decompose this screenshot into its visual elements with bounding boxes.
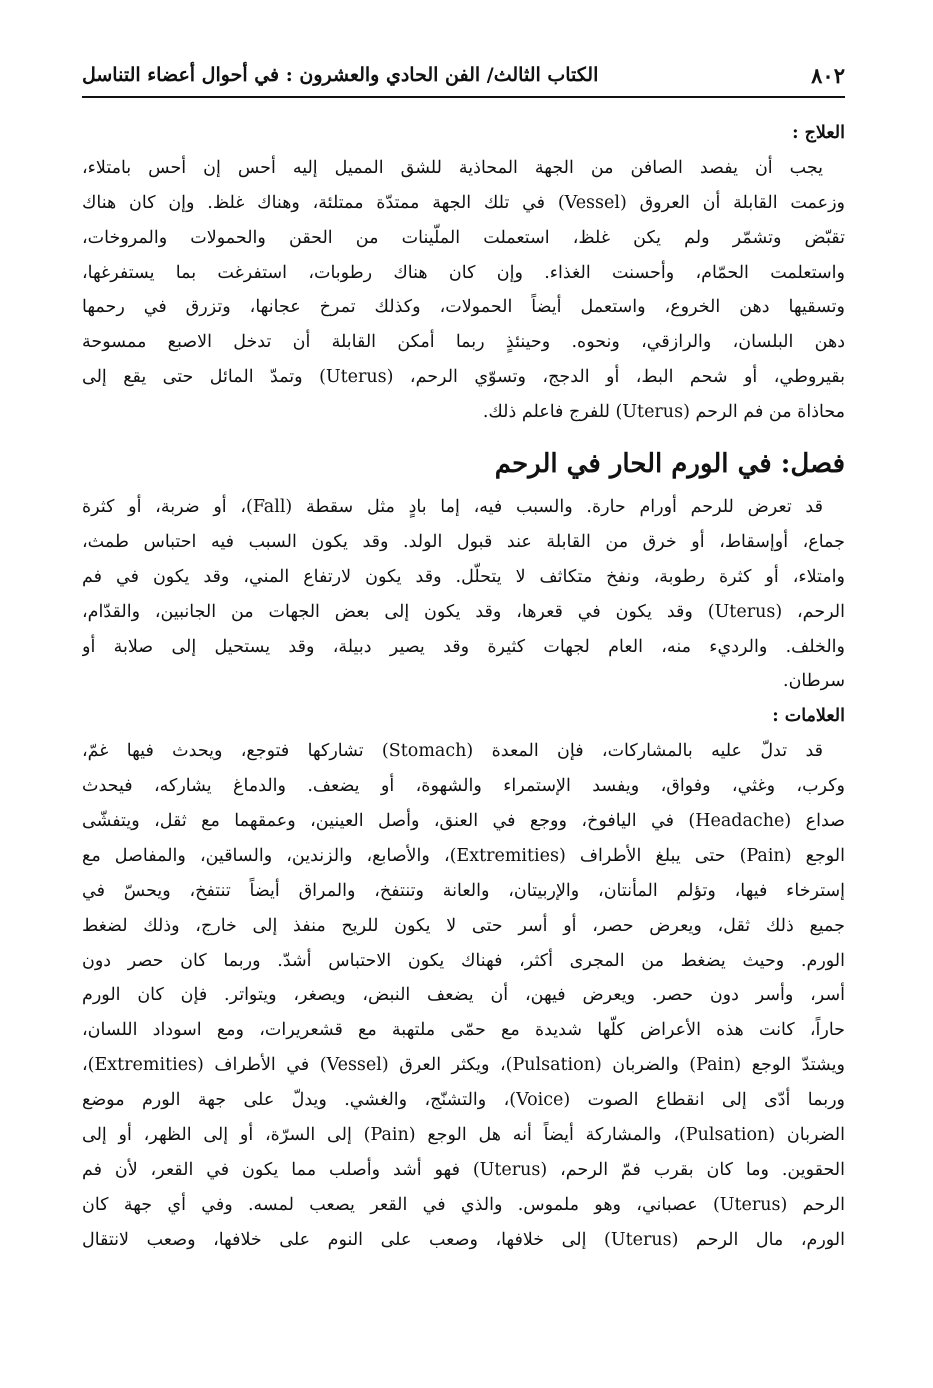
- page-number: ٨٠٢: [811, 62, 845, 88]
- text-line: الوجع (Pain) حتى يبلغ الأطراف (Extremities)، والأصابع، والزندين، والساقين، والمفاصل مع: [82, 845, 845, 866]
- text-line: الرحم (Uterus) عصباني، وهو ملموس. والذي في القعر يصعب لمسه. وفي أي جهة كان: [82, 1194, 845, 1215]
- text-line: ويشتدّ الوجع (Pain) والضربان (Pulsation)، ويكثر العرق (Vessel) في الأطراف (Extremities)،: [82, 1055, 845, 1076]
- running-header: [82, 54, 845, 98]
- text-line: وامتلاء، أو كثرة رطوبة، ونفخ متكاثف لا يتحلّل. وقد يكون لارتفاع المني، وقد يكون في فم: [82, 566, 845, 587]
- text-line: الرحم، (Uterus) وقد يكون في قعرها، وقد يكون إلى بعض الجهات من الجانبين، والقدّام،: [82, 601, 845, 622]
- text-line: حاراً، كانت هذه الأعراض كلّها شديدة مع حمّى ملتهبة مع قشعريرات، ومع اسوداد اللسان،: [82, 1020, 845, 1041]
- text-line: الورم، مال الرحم (Uterus) إلى خلافها، وصعب على النوم على خلافها، وصعب لانتقال: [82, 1229, 845, 1250]
- text-line: قد تعرض للرحم أورام حارة. والسبب فيه، إما بادٍ مثل سقطة (Fall)، أو ضربة، أو كثرة: [82, 497, 823, 518]
- text-line: الضربان (Pulsation)، والمشاركة أيضاً أنه هل الوجع (Pain) إلى السرّة، أو إلى الظهر، أو إلى: [82, 1125, 845, 1146]
- signs-paragraph: [82, 734, 845, 1257]
- text-line: الحقوين. وما كان بقرب فمّ الرحم، (Uterus) فهو أشد وأصلب مما يكون في القعر، لأن فم: [82, 1159, 845, 1180]
- text-line: تقبّض وتشمّر ولم يكن غلظ، استعملت الملّينات من الحقن والحمولات والمروخات،: [82, 227, 845, 248]
- text-line: وتسقيها دهن الخروع، واستعمل أيضاً الحمولات، وكذلك تمرخ عجانها، وتزرق في رحمها: [82, 297, 845, 318]
- text-line: جماع، أوإسقاط، أو خرق من القابلة عند قبول الولد. وقد يكون السبب فيه احتباس طمث،: [82, 531, 845, 552]
- text-line: جميع ذلك ثقل، ويعرض حصر، أو أسر حتى لا يكون للريح منفذ إلى خارج، وذلك لضغط: [82, 915, 845, 936]
- page-body: [82, 116, 845, 1258]
- text-line: إسترخاء فيها، وتؤلم المأنتان، والإربيتان، والعانة وتنتفخ، والمراق أيضاً تنتفخ، ويحسّ في: [82, 880, 845, 901]
- treatment-paragraph: [82, 151, 845, 430]
- signs-heading: العلامات :: [772, 706, 845, 727]
- text-line: واستعلمت الحمّام، وأحسنت الغذاء. وإن كان هناك رطوبات، استفرغت بما يستفرغها،: [82, 262, 845, 283]
- text-line: محاذاة من فم الرحم (Uterus) للفرج فاعلم ذلك.: [482, 402, 845, 423]
- text-line: وربما أدّى إلى انقطاع الصوت (Voice)، والتشنّج، والغشي. ويدلّ على جهة الورم موضع: [82, 1090, 845, 1111]
- text-line: والخلف. والرديء منه، العام لجهات كثيرة وقد يصير دبيلة، وقد يستحيل إلى صلابة أو: [82, 636, 845, 657]
- section-heading: فصل: في الورم الحار في الرحم: [494, 449, 845, 480]
- text-line: بقيروطي، أو شحم البط، أو الدجج، وتسوّي الرحم، (Uterus) وتمدّ المائل حتى يقع إلى: [82, 367, 845, 388]
- section-paragraph: [82, 490, 845, 699]
- text-line: صداع (Headache) في اليافوخ، ووجع في العنق، وأصل العينين، وعمقهما مع ثقل، ويتفشّى: [82, 811, 845, 832]
- text-line: يجب أن يفصد الصافن من الجهة المحاذية للشق المميل إليه أحس إن أحس بامتلاء،: [82, 157, 823, 178]
- text-line: الورم. وحيث يضغط من المجرى أكثر، فهناك يكون الاحتباس أشدّ. وربما كان حصر دون: [82, 950, 845, 971]
- text-line: قد تدلّ عليه بالمشاركات، فإن المعدة (Stomach) تشاركها فتوجع، ويحدث فيها غمّ،: [82, 741, 823, 762]
- text-line: أسر، وأسر دون حصر. ويعرض فيهن، أن يضعف النبض، ويصغر، ويتواتر. فإن كان الورم: [82, 985, 845, 1006]
- running-title: الكتاب الثالث/ الفن الحادي والعشرون : في أحوال أعضاء التناسل: [82, 64, 599, 86]
- text-line: وكرب، وغثي، وفواق، ويفسد الإستمراء والشهوة، أو يضعف. والدماغ يشاركه، فيحدث: [82, 776, 845, 797]
- text-line: وزعمت القابلة أن العروق (Vessel) في تلك الجهة ممتدّة ممتلئة، وهناك غلظ. وإن كان هناك: [82, 192, 845, 213]
- text-line: سرطان.: [783, 671, 845, 692]
- text-line: دهن البلسان، والرازقي، ونحوه. وحينئذٍ ربما أمكن القابلة أن تدخل الاصبع ممسوحة: [82, 332, 845, 353]
- treatment-heading: العلاج :: [792, 123, 845, 143]
